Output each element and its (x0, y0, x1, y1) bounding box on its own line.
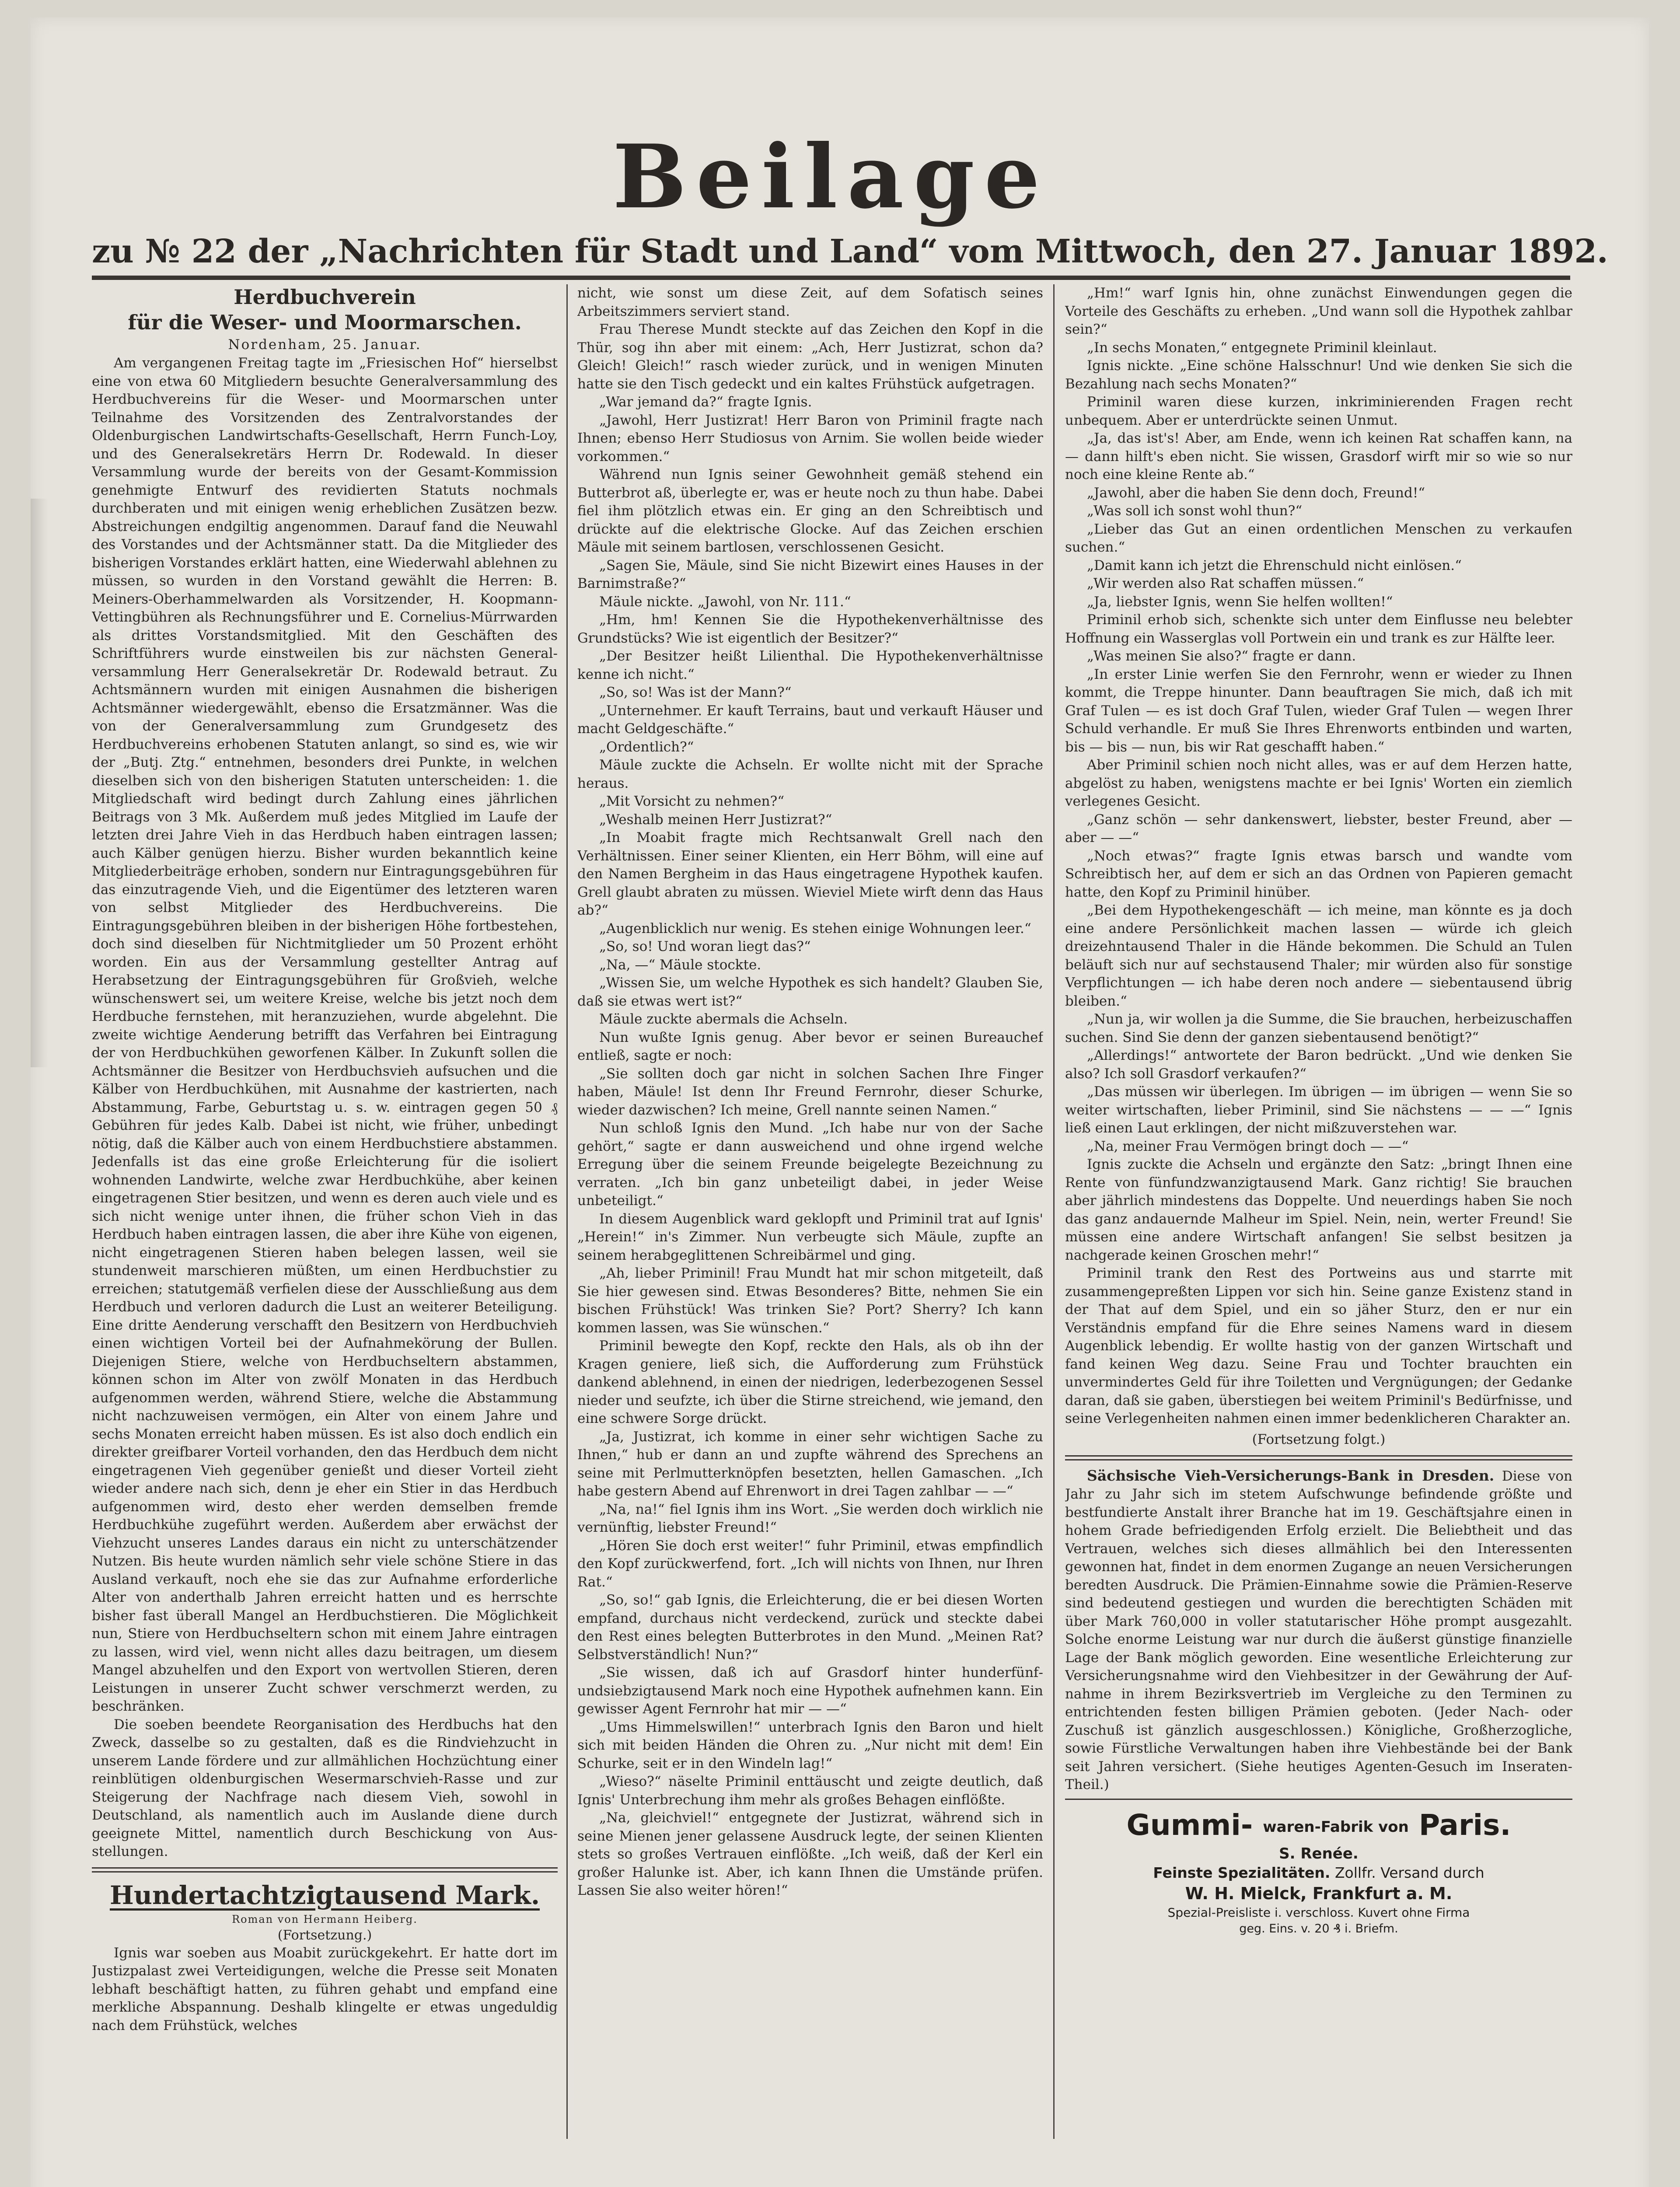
bank-notice-title: Sächsische Vieh-Versicherungs-Bank in Dresden. (1087, 1467, 1495, 1484)
ad-specialties-bold: Feinste Spezialitäten. (1153, 1864, 1331, 1882)
novel-paragraph: „Lieber das Gut an einen ordentlichen Menschen zu verkaufen suchen.“ (1065, 521, 1572, 555)
novel-paragraph: Aber Priminil schien noch nicht alles, was er auf dem Herzen hatte, abgelöst zu haben, wenigstens machte er bei Ignis' Worten ein ziemlich verlegenes Gesicht. (1065, 757, 1572, 809)
novel-paragraph: „Nun ja, wir wollen ja die Summe, die Sie brauchen, herbeizuschaffen suchen. Sind Sie denn der ganzen siebentausend benötigt?“ (1065, 1011, 1572, 1045)
novel-paragraph: Priminil trank den Rest des Portweins aus und starrte mit zusammengepreßten Lippen vor sich hin. Seine ganze Existenz stand in der That auf dem Spiel, und ein so jäher Sturz, den er nur ein Verständnis empfand für die Ehre seines Namens ward in diesem Augenblick lebendig. Er wollte hastig von der ganzen Wirtschaft und fand keinen Weg dazu. Seine Frau und Tochter brauchten ein unvermindertes Geld für ihre Toiletten und Vergnügungen; der Gedanke daran, daß sie gaben, überstiegen bei weitem Priminil's Bedürfnisse, und seine Verlegenheiten nahmen einen immer bedenklicheren Charakter an. (1065, 1265, 1572, 1426)
column-divider (1053, 284, 1055, 2139)
novel-paragraph: nicht, wie sonst um diese Zeit, auf dem Sofatisch seines Arbeitszimmers serviert stand. (577, 285, 1043, 319)
novel-paragraph: „Bei dem Hypothekengeschäft — ich meine, man könnte es ja doch eine andere Persönlichkeit machen lassen — würde ich gleich dreizehntausend Thaler in die Hände bekommen. Die Schuld an Tulen beläuft sich nur auf sechstausend Thaler; mir würden also für sonstige Verpflichtungen — ich habe deren noch andere — siebentausend übrig bleiben.“ (1065, 902, 1572, 1009)
novel-paragraph: Frau Therese Mundt steckte auf das Zeichen den Kopf in die Thür, sog ihn aber mit einem: „Ach, Herr Justizrat, schon da? Gleich! Gleich!“ rasch wieder zurück, und in wenigen Minuten hatte sie den Tisch gedeckt und ein kaltes Frühstück aufgetragen. (577, 321, 1043, 392)
novel-title: Hundertachtzigtausend Mark. (109, 1880, 540, 1910)
novel-paragraph: „In Moabit fragte mich Rechtsanwalt Grell nach den Verhältnissen. Einer seiner Klienten, ein Herr Böhm, will eine auf den Namen Bergheim in das Haus eingetragene Hypothek kaufen. Grell glaubt abraten zu müssen. Wieviel Miete wirft denn das Haus ab?“ (577, 830, 1043, 918)
novel-paragraph: „Das müssen wir überlegen. Im übrigen — im übrigen — wenn Sie so weiter wirtschaften, lieber Priminil, sind Sie nächstens — — —“ Ignis ließ einen Laut erklingen, der nicht mißzuverstehen war. (1065, 1084, 1572, 1136)
novel-paragraph: Mäule nickte. „Jawohl, von Nr. 111.“ (599, 594, 851, 610)
novel-paragraph: Priminil waren diese kurzen, inkriminierenden Fragen recht unbequem. Aber er unterdrückte seinen Unmut. (1065, 394, 1572, 428)
column-1 (92, 284, 558, 2148)
novel-paragraph: „Hm!“ warf Ignis hin, ohne zunächst Einwendungen gegen die Vorteile des Geschäfts zu erheben. „Und wann soll die Hypothek zahlbar sein?“ (1065, 285, 1572, 337)
novel-paragraph: „Na, meiner Frau Vermögen bringt doch — —“ (1087, 1138, 1409, 1154)
novel-paragraph: „Sie wissen, daß ich auf Grasdorf hinter hunderfünfundsiebzigtausend Mark noch eine Hypothek aufnehmen kann. Ein gewisser Agent Fernrohr hat mir — —“ (577, 1665, 1043, 1717)
novel-paragraph: „Jawohl, Herr Justizrat! Herr Baron von Priminil fragte nach Ihnen; ebenso Herr Studiosus von Arnim. Sie wollen beide wieder vorkommen.“ (577, 412, 1043, 465)
novel-paragraph: „Allerdings!“ antwortete der Baron bedrückt. „Und wie denken Sie also? Ich soll Grasdorf verkaufen?“ (1065, 1048, 1572, 1082)
novel-paragraph: Nun wußte Ignis genug. Aber bevor er seinen Bureauchef entließ, sagte er noch: (577, 1029, 1043, 1063)
novel-paragraph: Ignis war soeben aus Moabit zurückgekehrt. Er hatte dort im Justizpalast zwei Verteidigungen, welche die Presse seit Monaten lebhaft beschäftigt hatten, zu führen gehabt und empfand eine merkliche Abspannung. Deshalb klingelte er etwas ungeduldig nach dem Frühstück, welches (92, 1945, 558, 2033)
masthead-rule (92, 276, 1570, 280)
novel-paragraph: Mäule zuckte abermals die Achseln. (599, 1011, 848, 1027)
novel-paragraph: „Ah, lieber Priminil! Frau Mundt hat mir schon mitgeteilt, daß Sie hier gewesen sind. Etwas Besonderes? Bitte, nehmen Sie ein bischen Frühstück! Was trinken Sie? Port? Sherry? Ich kann kommen lassen, was Sie wünschen.“ (577, 1265, 1043, 1336)
novel-paragraph: „Augenblicklich nur wenig. Es stehen einige Wohnungen leer.“ (599, 920, 1031, 936)
novel-paragraph: „Was soll ich sonst wohl thun?“ (1087, 503, 1303, 519)
article-dateline: Nordenham, 25. Januar. (228, 337, 422, 353)
ad-word-paris: Paris. (1418, 1808, 1511, 1842)
novel-paragraph: „Ja, das ist's! Aber, am Ende, wenn ich keinen Rat schaffen kann, na — dann hilft's eben nicht. Sie wissen, Grasdorf wirft mir so wie so nur noch eine kleine Rente ab.“ (1065, 430, 1572, 482)
novel-paragraph: „Ordentlich?“ (599, 739, 694, 755)
to-be-continued-note: (Fortsetzung folgt.) (1252, 1431, 1386, 1447)
column-3 (1065, 284, 1572, 2148)
section-divider (1065, 1455, 1572, 1460)
novel-paragraph: „Wissen Sie, um welche Hypothek es sich handelt? Glauben Sie, daß sie etwas wert ist?“ (577, 975, 1043, 1009)
article-paragraph: Die soeben beendete Reorganisation des Herdbuchs hat den Zweck, dasselbe so zu gestalten, daß es die Rindviehzucht in unserem Lande fördere und zur allmählichen Hochzüchtung einer reinblütigen oldenburgischen Wesermarschvieh-Rasse und zur Steigerung der Nachfrage nach diesem Vieh, sowohl in Deutschland, als namentlich auch im Auslande diene durch geeignete Mittel, namentlich durch Beschickung von Ausstellungen. (92, 1716, 558, 1859)
novel-paragraph: „Ums Himmelswillen!“ unterbrach Ignis den Baron und hielt sich mit beiden Händen die Ohren zu. „Nur nicht mit dem! Ein Schurke, seit er in den Windeln lag!“ (577, 1719, 1043, 1771)
novel-paragraph: „Der Besitzer heißt Lilienthal. Die Hypothekenverhältnisse kenne ich nicht.“ (577, 648, 1043, 682)
section-divider (92, 1867, 558, 1873)
novel-paragraph: Ignis zuckte die Achseln und ergänzte den Satz: „bringt Ihnen eine Rente von fünfundzwanzigtausend Mark. Ganz richtig! Sie brauchen aber jährlich mindestens das Doppelte. Und neuerdings haben Sie noch das ganz andauernde Malheur im Spiel. Nein, nein, werter Freund! Sie müssen eine andere Wirtschaft anfangen! Sie selbst besitzen ja nachgerade keinen Groschen mehr!“ (1065, 1156, 1572, 1263)
novel-paragraph: „War jemand da?“ fragte Ignis. (599, 394, 812, 410)
novel-paragraph: „Na, —“ Mäule stockte. (599, 957, 761, 973)
novel-paragraph: „Wir werden also Rat schaffen müssen.“ (1087, 576, 1364, 591)
novel-paragraph: „In erster Linie werfen Sie den Fernrohr, wenn er wieder zu Ihnen kommt, die Treppe hinunter. Dann beauftragen Sie mich, daß ich mit Graf Tulen — es ist doch Graf Tulen, wieder Graf Tulen — wegen Ihrer Schuld verhandle. Er muß Sie Ihres Ehrenworts entbinden und warten, bis — bis — nun, bis wir Rat geschafft haben.“ (1065, 666, 1572, 755)
novel-paragraph: „Hm, hm! Kennen Sie die Hypothekenverhältnisse des Grundstücks? Wie ist eigentlich der Besitzer?“ (577, 612, 1043, 646)
supplement-subtitle: zu № 22 der „Nachrichten für Stadt und Land“ vom Mittwoch, den 27. Januar 1892. (92, 233, 1608, 270)
novel-paragraph: „Mit Vorsicht zu nehmen?“ (599, 793, 785, 809)
novel-paragraph: „Weshalb meinen Herr Justizrat?“ (599, 811, 832, 828)
novel-paragraph: „Noch etwas?“ fragte Ignis etwas barsch und wandte vom Schreibtisch her, auf dem er sich an das Ordnen von Papieren gemacht hatte, den Kopf zu Priminil hinüber. (1065, 848, 1572, 900)
novel-paragraph: „So, so!“ gab Ignis, die Erleichterung, die er bei diesen Worten empfand, durchaus nicht verdeckend, zurück und steckte dabei den Rest eines belegten Butterbrotes in den Mund. „Meinen Rat? Selbstverständlich! Nun?“ (577, 1592, 1043, 1663)
novel-paragraph: Während nun Ignis seiner Gewohnheit gemäß stehend ein Butterbrot aß, überlegte er, was er heute noch zu thun habe. Dabei fiel ihm plötzlich etwas ein. Er ging an den Schreibtisch und drückte auf die elektrische Glocke. Auf das Zeichen erschien Mäule mit seinem bartlosen, verschlossenen Gesicht. (577, 467, 1043, 555)
ad-specialties (1065, 1863, 1572, 1883)
novel-paragraph: Priminil bewegte den Kopf, reckte den Hals, als ob ihn der Kragen geniere, ließ sich, die Aufforderung zum Frühstück dankend ablehnend, in einen der niedrigen, lederbezogenen Sessel nieder und seufzte, ich über die Stirne streichend, wie jemand, den eine schwere Sorge drückt. (577, 1338, 1043, 1426)
novel-paragraph: „Na, gleichviel!“ entgegnete der Justizrat, während sich in seine Mienen jener gelassene Ausdruck legte, der seinen Klienten stets so großes Vertrauen einflößte. „Ich weiß, daß der Kerl ein großer Halunke ist. Aber, ich kann Ihnen die Umstände prüfen. Lassen Sie also weiter hören!“ (577, 1810, 1043, 1898)
novel-paragraph: „Wieso?“ näselte Priminil enttäuscht und zeigte deutlich, daß Ignis' Unterbrechung ihm mehr als großes Behagen einflößte. (577, 1774, 1043, 1808)
novel-paragraph: „Jawohl, aber die haben Sie denn doch, Freund!“ (1087, 485, 1425, 501)
ad-headline (1065, 1808, 1572, 1845)
advertisement (1065, 1799, 1572, 1937)
bank-notice (1065, 1467, 1572, 1794)
novel-paragraph: „Unternehmer. Er kauft Terrains, baut und verkauft Häuser und macht Geldgeschäfte.“ (577, 702, 1043, 737)
novel-paragraph: Nun schloß Ignis den Mund. „Ich habe nur von der Sache gehört,“ sagte er dann ausweichend und ohne irgend welche Erregung über die seinem Freunde beigelegte Bezeichnung zu verraten. „Ich bin ganz unbeteiligt dabei, in jeder Weise unbeteiligt.“ (577, 1120, 1043, 1209)
masthead (92, 126, 1608, 276)
novel-paragraph: Ignis nickte. „Eine schöne Halsschnur! Und wie denken Sie sich die Bezahlung nach sechs Monaten?“ (1065, 358, 1572, 392)
novel-paragraph: „Sagen Sie, Mäule, sind Sie nicht Bizewirt eines Hauses in der Barnimstraße?“ (577, 557, 1043, 591)
novel-paragraph: „In sechs Monaten,“ entgegnete Priminil kleinlaut. (1087, 339, 1437, 356)
novel-paragraph: „Sie sollten doch gar nicht in solchen Sachen Ihre Finger haben, Mäule! Ist denn Ihr Freund Fernrohr, dieser Schurke, wieder dazwischen? Ich meine, Grell nannte seinen Namen.“ (577, 1066, 1043, 1118)
article-title-line-1: Herdbuchverein (234, 285, 416, 309)
bank-notice-text: Diese von Jahr zu Jahr sich im stetem Aufschwunge befindende größte und bestfundierte Anstalt ihrer Branche hat im 19. Geschäftsjahre einen in hohem Grade befriedigenden Erfolg erzielt. Die Beliebtheit und das Vertrauen, welches sich dieses allmählich bei den Interessenten gewonnen hat, findet in dem enormen Zugange an neuen Versicherungen beredten Ausdruck. Die Prämien-Einnahme sowie die Prämien-Reserve sind bedeutend gestiegen und wurden die berechtigten Schäden mit über Mark 760,000 in voller statutarischer Höhe prompt ausgezahlt. Solche enorme Leistung war nur durch die äußerst günstige finanzielle Lage der Bank möglich geworden. Eine wesentliche Erleichterung zur Versicherungsnahme wird den Viehbesitzer in der Gewährung der Aufnahme in ihrem Bezirksvertrieb im Vergleiche zu den Terminen zu entrichtenden festen billigen Prämien geboten. (Jeder Nach- oder Zuschuß ist gänzlich ausgeschlossen.) Königliche, Großherzogliche, sowie Fürstliche Verwaltungen haben ihre Viehbestände bei der Bank seit Jahren versichert. (Siehe heutiges Agenten-Gesuch im Inseraten-Theil.) (1065, 1468, 1572, 1792)
column-2 (577, 284, 1043, 2148)
novel-paragraph: „So, so! Was ist der Mann?“ (599, 685, 792, 700)
novel-paragraph: „Ja, Justizrat, ich komme in einer sehr wichtigen Sache zu Ihnen,“ hub er dann an und zupfte während des Sprechens an seine mit Perlmutterknöpfen besetzten, hellen Gamaschen. „Ich habe gestern Abend auf Ehrenwort in drei Tagen zahlbar — —“ (577, 1429, 1043, 1499)
novel-paragraph: „So, so! Und woran liegt das?“ (599, 939, 811, 954)
novel-paragraph: „Ganz schön — sehr dankenswert, liebster, bester Freund, aber — aber — —“ (1065, 811, 1572, 845)
article-title-line-2: für die Weser- und Moormarschen. (128, 311, 522, 334)
novel-continuation-note: (Fortsetzung.) (277, 1927, 372, 1943)
ad-word-fabrik: waren-Fabrik von (1263, 1818, 1409, 1836)
novel-paragraph: Priminil erhob sich, schenkte sich unter dem Einflusse neu belebter Hoffnung ein Wasserglas voll Portwein ein und trank es zur Hälfte leer. (1065, 612, 1572, 646)
ad-company-name: S. Renée. (1279, 1845, 1359, 1863)
novel-paragraph: „Damit kann ich jetzt die Ehrenschuld nicht einlösen.“ (1087, 557, 1462, 573)
novel-author: Roman von Hermann Heiberg. (232, 1913, 418, 1925)
ad-price-note: geg. Eins. v. 20 ₰ i. Briefm. (1239, 1922, 1398, 1936)
novel-paragraph: In diesem Augenblick ward geklopft und Priminil trat auf Ignis' „Herein!“ in's Zimmer. Nun verbeugte sich Mäule, zupfte an seinem herabgeglittenen Schreibärmel und ging. (577, 1211, 1043, 1263)
binding-shadow (31, 499, 48, 1067)
ad-word-gummi: Gummi- (1126, 1808, 1253, 1842)
novel-paragraph: „Ja, liebster Ignis, wenn Sie helfen wollten!“ (1087, 594, 1393, 610)
novel-paragraph: „Hören Sie doch erst weiter!“ fuhr Priminil, etwas empfindlich den Kopf zurückwerfend, fort. „Ich will nichts von Ihnen, nur Ihren Rat.“ (577, 1537, 1043, 1590)
column-divider (566, 284, 568, 2139)
ad-shipping: Zollfr. Versand durch (1334, 1864, 1484, 1882)
ad-distributor: W. H. Mielck, Frankfurt a. M. (1185, 1884, 1453, 1904)
article-paragraph: Am vergangenen Freitag tagte im „Friesischen Hof“ hierselbst eine von etwa 60 Mitgliedern besuchte Generalversammlung des Herdbuchvereins für die Weser- und Moormarschen unter Teilnahme des Vorsitzenden des Zentralvorstandes der Oldenburgischen Landwirtschafts-Gesellschaft, Herrn Funch-Loy, und des Generalsekretärs Herrn Dr. Rodewald. In dieser Versammlung wurde der bereits von der Gesamt-Kommission genehmigte Entwurf des revidierten Statuts nochmals durchberaten und mit einigen wenig erheblichen Zusätzen bezw. Abstreichungen endgiltig angenommen. Darauf fand die Neuwahl des Vorstandes und der Achtsmänner statt. Da die Mitglieder des bisherigen Vorstandes erklärt hatten, eine Wiederwahl ablehnen zu müssen, so wurden in den Vorstand gewählt die Herren: B. Meiners-Oberhammelwarden als Vorsitzender, H. Koopmann-Vettingbühren als Rechnungsführer und E. Cornelius-Mürrwarden als drittes Vorstandsmitglied. Mit den Geschäften des Schriftführers wurde einstweilen bis zur nächsten Generalversammlung Herr Generalsekretär Dr. Rodewald betraut. Zu Achtsmännern wurden mit einigen Ausnahmen die bisherigen Achtsmänner wiedergewählt, ebenso die Ersatzmänner. Was die von der Generalversammlung zum Grundgesetz des Herdbuchvereins erhobenen Statuten anlangt, so sind es, wie wir der „Butj. Ztg.“ entnehmen, besonders drei Punkte, in welchen dieselben sich von den bisherigen Statuten unterscheiden: 1. die Mitgliedschaft wird bedingt durch Zahlung eines jährlichen Beitrags von 3 Mk. Außerdem muß jedes Mitglied im Laufe der letzten drei Jahre Vieh in das Herdbuch haben eintragen lassen; auch Kälber genügen hierzu. Bisher wurden bekanntlich keine Mitgliederbeiträge erhoben, sondern nur Eintragungsgebühren für das einzutragende Vieh, und die Eigentümer des letzteren waren von selbst Mitglieder des Herdbuchvereins. Die Eintragungsgebühren bleiben in der bisherigen Höhe fortbestehen, doch sind dieselben für Nichtmitglieder um 50 Prozent erhöht worden. Ein aus der Versammlung gestellter Antrag auf Herabsetzung der Eintragungsgebühren für Großvieh, welche wünschenswert sei, um weitere Kreise, welche bis jetzt noch dem Herdbuche fernstehen, mit heranzuziehen, wurde abgelehnt. Die zweite wichtige Aenderung betrifft das Verfahren bei Eintragung der von Herdbuchkühen geworfenen Kälber. In Zukunft sollen die Achtsmänner die Besitzer von Herdbuchsvieh aufsuchen und die Kälber von Herdbuchkühen, mit Ausnahme der kastrierten, nach Abstammung, Farbe, Geburtstag u. s. w. eintragen gegen 50 ₰ Gebühren für jedes Kalb. Dabei ist nicht, wie früher, unbedingt nötig, daß die Kälber auch von einem Herdbuchstiere abstammen. Jedenfalls ist das eine große Erleichterung für die isoliert wohnenden Landwirte, welche zwar Herdbuchkühe, aber keinen eingetragenen Stier besitzen, und wenn es deren auch viele und es sich nicht wenige unter ihnen, die früher schon Vieh in das Herdbuch haben eintragen lassen, die aber ihre Kühe von eigenen, nicht eingetragenen Stieren haben belegen lassen, weil sie stundenweit marschieren müßten, um einen Herdbuchstier zu erreichen; statutgemäß verfielen diese der Ausschließung aus dem Herdbuch und verloren dadurch die Lust an weiterer Beteiligung. Eine dritte Aenderung verschafft den Besitzern von Herdbuchvieh einen wichtigen Vorteil bei der Aufnahmekörung der Bullen. Diejenigen Stiere, welche von Herdbuchseltern abstammen, können schon im Alter von zwölf Monaten in das Herdbuch aufgenommen werden, während Stiere, welche die Abstammung nicht nachzuweisen vermögen, ein Alter von einem Jahre und sechs Monaten erreicht haben müssen. Es ist also doch endlich ein direkter greifbarer Vorteil vorhanden, den das Herdbuch dem nicht eingetragenen Vieh gegenüber genießt und dieser Vorteil zieht wieder andere nach sich, denn je eher ein Stier in das Herdbuch aufgenommen wird, desto eher werden demselben fremde Herdbuchkühe zugeführt werden. Außerdem aber erwächst der Viehzucht unseres Landes daraus ein nicht zu unterschätzender Nutzen. Bis heute wurden nämlich sehr viele schöne Stiere in das Ausland verkauft, noch ehe sie das zur Aufnahme erforderliche Alter von anderthalb Jahren erreicht hatten und es herrschte bisher fast überall Mangel an Herdbuchstieren. Die Möglichkeit nun, Stiere von Herdbuchseltern schon mit einem Jahre eintragen zu lassen, wird viel, wenn nicht alles dazu beitragen, um diesem Mangel abzuhelfen und den Export von wertvollen Stieren, deren Leistungen in unserer Zucht schwer verschmerzt werden, zu beschränken. (92, 355, 558, 1714)
novel-paragraph: „Na, na!“ fiel Ignis ihm ins Wort. „Sie werden doch wirklich nie vernünftig, liebster Freund!“ (577, 1501, 1043, 1535)
supplement-title: Beilage (612, 126, 1050, 228)
ad-pricelist-note: Spezial-Preisliste i. verschloss. Kuvert ohne Firma (1167, 1905, 1470, 1920)
novel-paragraph: „Was meinen Sie also?“ fragte er dann. (1087, 648, 1356, 664)
novel-paragraph: Mäule zuckte die Achseln. Er wollte nicht mit der Sprache heraus. (577, 757, 1043, 791)
newspaper-page (31, 17, 1649, 2187)
